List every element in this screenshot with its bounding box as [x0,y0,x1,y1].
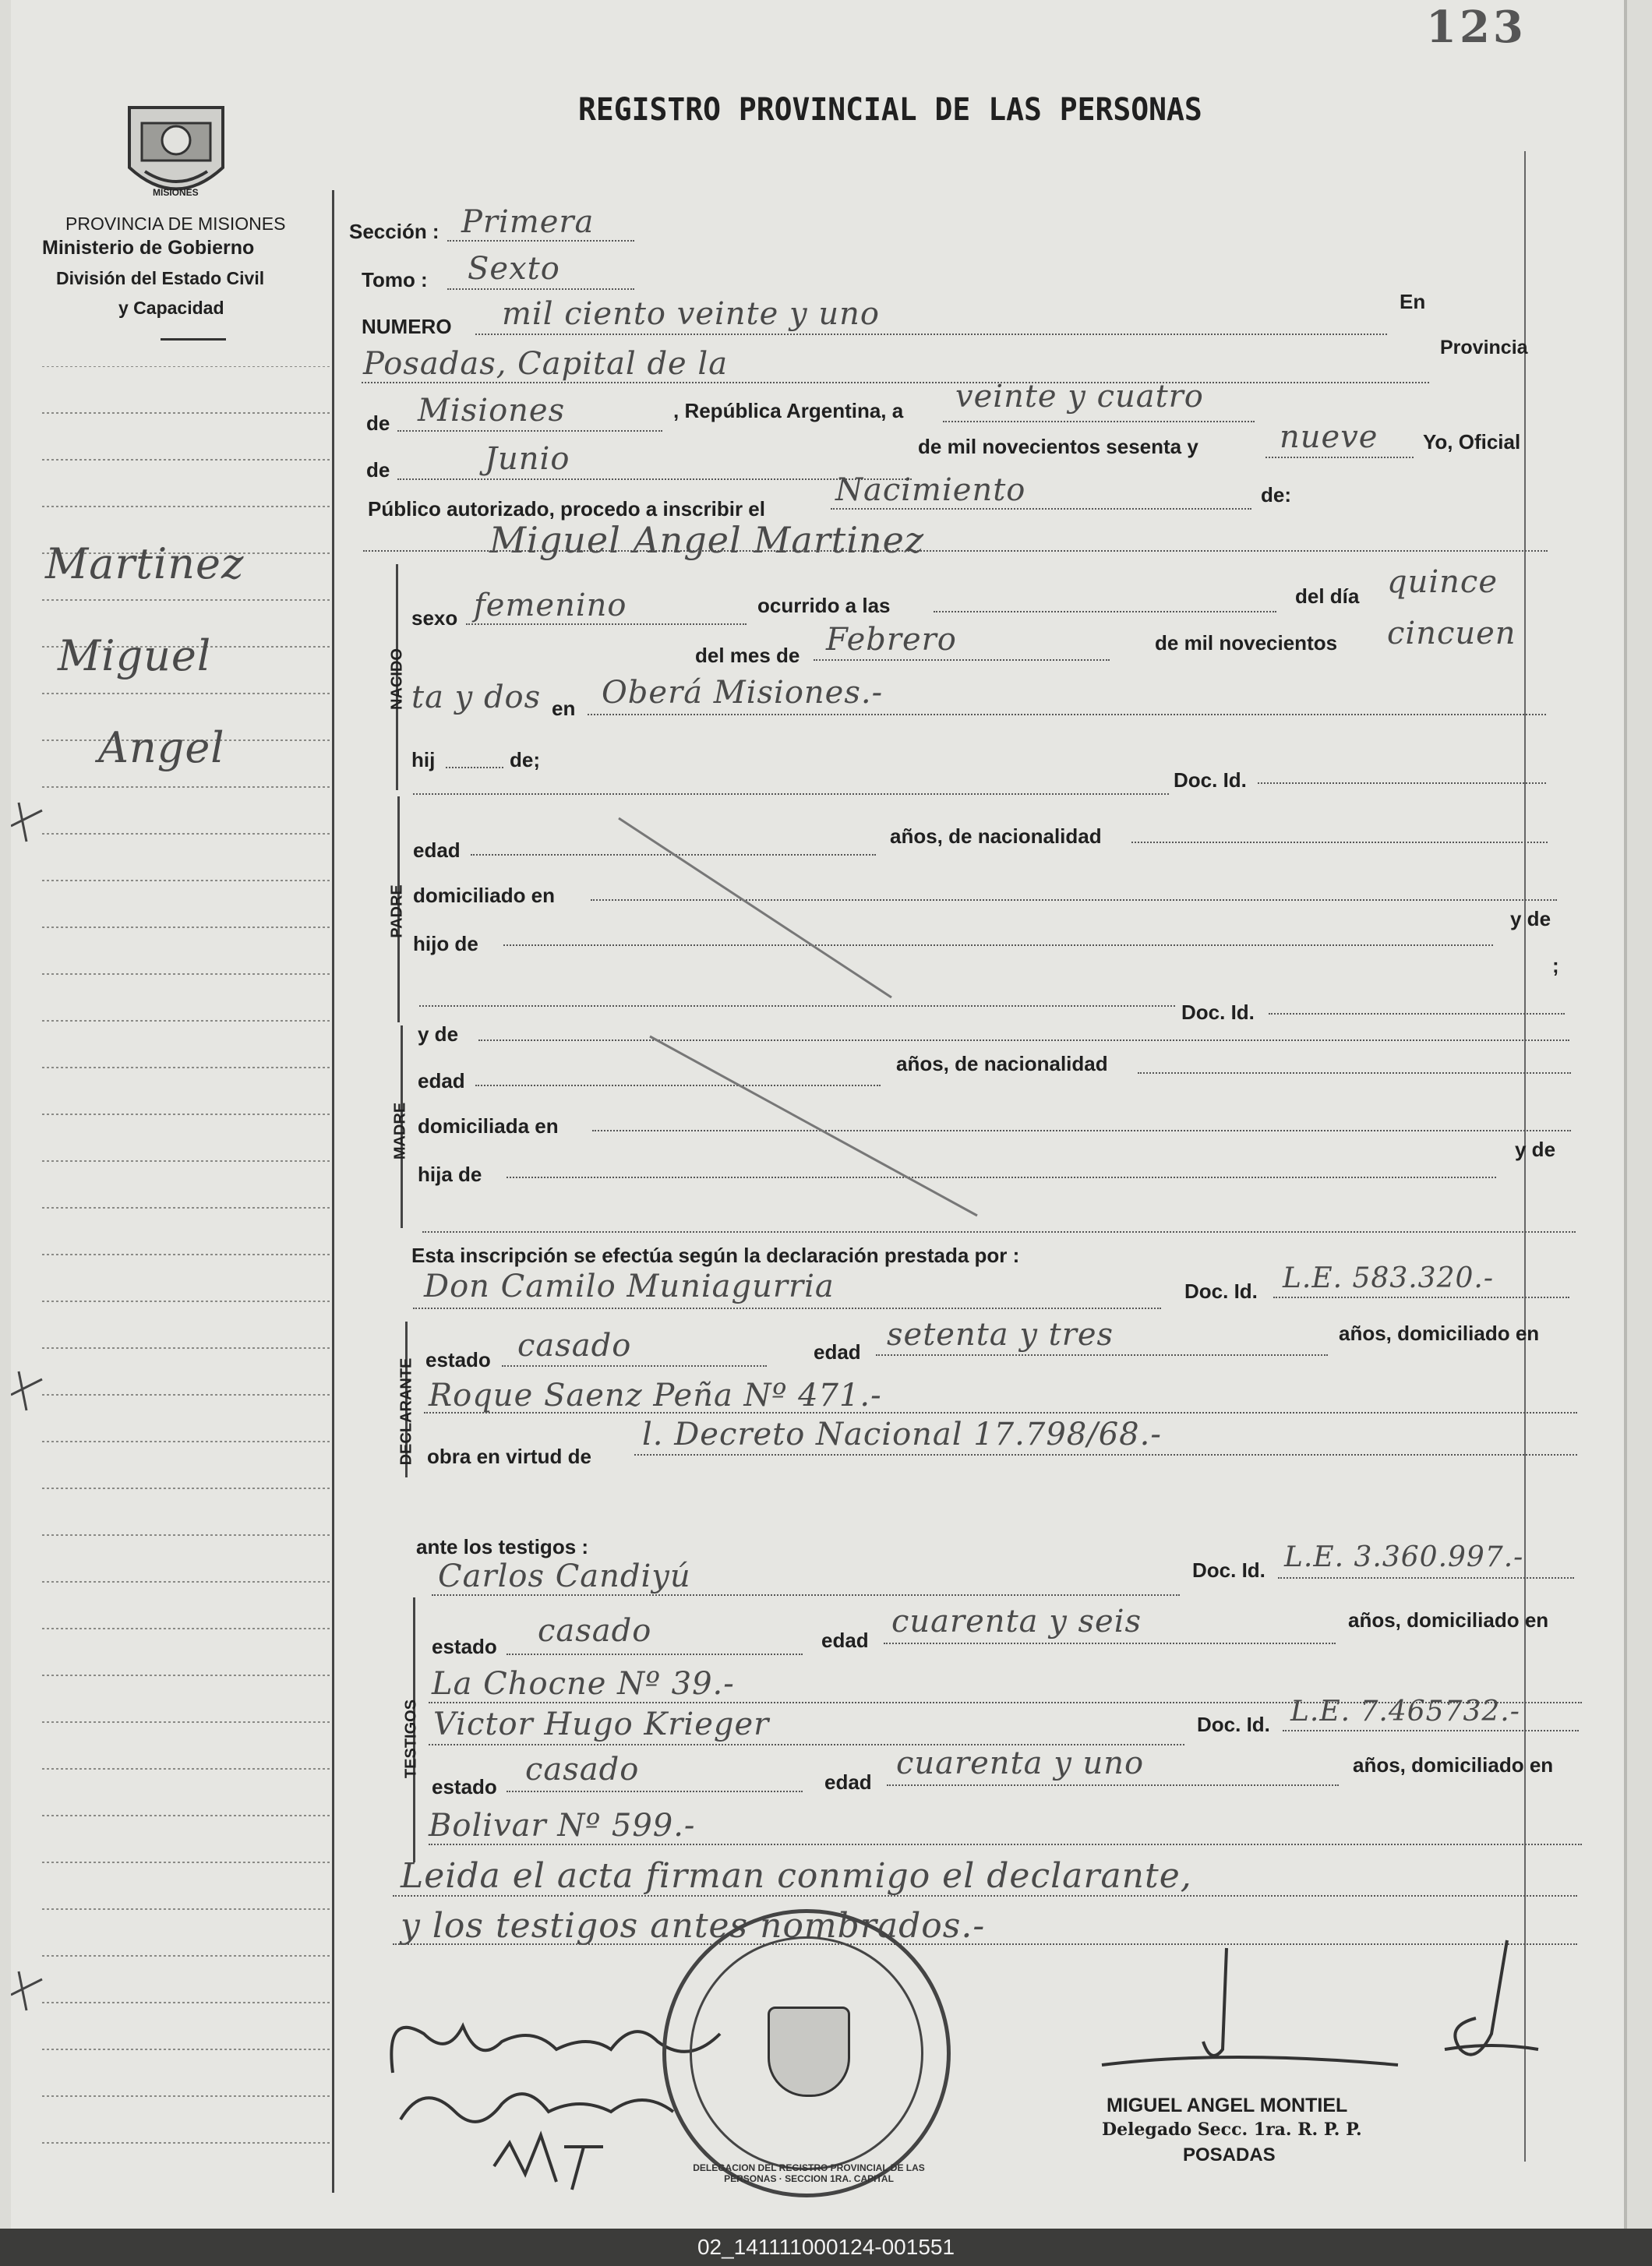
value-dia-nac: quince [1387,564,1498,600]
line-testigo2-edad [887,1784,1339,1786]
value-declarante: Don Camilo Muniagurria [424,1269,835,1304]
line-declarante-doc [1273,1297,1569,1298]
value-dia: veinte y cuatro [955,379,1204,415]
label-en-nac: en [552,697,576,720]
line-testigo1-estado [507,1654,803,1655]
section-testigos-label: TESTIGOS [402,1699,420,1779]
line-closing-1 [393,1895,1577,1897]
value-declarante-dom: Roque Saenz Peña Nº 471.- [429,1378,882,1414]
line-declarante [413,1308,1161,1309]
closing-line-2: y los testigos antes nombrados.- [401,1906,986,1946]
label-del-mes: del mes de [695,644,800,667]
label-edad-padre: edad [413,838,461,862]
line-testigo1 [432,1594,1180,1596]
label-del-dia: del día [1295,584,1360,608]
value-tomo: Sexto [468,251,560,287]
label-hija-de: hija de [418,1163,482,1186]
official-stamp [662,1909,951,2197]
binding-holes [11,0,58,2229]
footer-filename: 02_141111000124-001551 [0,2229,1652,2266]
margin-first-name: Miguel [58,631,212,680]
label-seccion: Sección : [349,220,439,243]
section-nacido-label: NACIDO [388,648,406,710]
label-edad-testigo2: edad [824,1770,872,1794]
value-lugar: Posadas, Capital de la [363,346,729,382]
label-ocurrido: ocurrido a las [757,594,891,617]
value-mes-nac: Febrero [826,622,957,658]
label-hijo-de: hijo de [413,932,478,955]
label-doc-id-testigo1: Doc. Id. [1192,1558,1265,1582]
label-publico: Público autorizado, procedo a inscribir el [368,497,765,521]
value-declarante-doc: L.E. 583.320.- [1283,1262,1494,1294]
issuer-province: PROVINCIA DE MISIONES [65,214,286,234]
label-en: En [1400,290,1426,313]
seal-misiones-text: MISIONES [153,187,199,198]
value-testigo1-doc: L.E. 3.360.997.- [1284,1541,1524,1573]
line-testigo2-doc [1283,1730,1579,1731]
value-testigo2-edad: cuarenta y uno [896,1745,1145,1781]
value-provincia: Misiones [418,393,566,429]
value-declarante-edad: setenta y tres [887,1317,1114,1353]
label-anios-dom-testigo1: años, domiciliado en [1348,1608,1549,1632]
line-declarante-edad [876,1354,1328,1356]
value-seccion: Primera [461,204,595,240]
label-doc-id-testigo2: Doc. Id. [1197,1713,1270,1736]
label-numero: NUMERO [362,315,452,338]
label-provincia: Provincia [1440,337,1528,358]
label-semicolon-padre: ; [1552,954,1559,977]
value-testigo2-dom: Bolivar Nº 599.- [429,1808,696,1844]
line-testigo1-doc [1278,1577,1574,1579]
label-tomo: Tomo : [362,268,428,291]
line-declarante-estado [502,1365,767,1367]
label-yo-oficial: Yo, Oficial [1423,430,1521,454]
value-testigo2-estado: casado [525,1752,640,1788]
label-doc-id-declarante: Doc. Id. [1184,1279,1258,1303]
stamp-text: DELEGACION DEL REGISTRO PROVINCIAL DE LAS PERSONAS · SECCION 1RA. CAPITAL [693,2162,925,2184]
value-sexo: femenino [474,588,627,623]
section-padre-label: PADRE [388,884,406,938]
registry-sheet [11,0,1627,2229]
line-testigo2-dom [429,1844,1582,1845]
value-anio-nac-1: cincuen [1387,616,1516,651]
value-testigo2-doc: L.E. 7.465732.- [1290,1696,1520,1728]
label-dom-madre: domiciliada en [418,1114,559,1138]
label-de-provincia: de [366,411,390,435]
value-mes: Junio [485,441,570,477]
line-declarante-dom [424,1412,1577,1414]
label-doc-id-padre: Doc. Id. [1181,1001,1255,1024]
label-republica: , República Argentina, a [673,399,904,422]
label-de-mil-nov: de mil novecientos [1155,631,1338,655]
label-edad-declarante: edad [814,1340,861,1364]
label-edad-testigo1: edad [821,1629,869,1652]
label-esta-inscripcion: Esta inscripción se efectúa según la declaración prestada por : [411,1244,1020,1267]
value-obra-virtud: l. Decreto Nacional 17.798/68.- [642,1417,1162,1452]
value-testigo2: Victor Hugo Krieger [433,1707,770,1742]
label-obra-virtud: obra en virtud de [427,1445,591,1468]
line-obra-virtud [634,1454,1577,1456]
value-testigo1-dom: La Chocne Nº 39.- [432,1666,735,1702]
label-estado-testigo2: estado [432,1775,497,1798]
value-testigo1-edad: cuarenta y seis [891,1604,1142,1639]
label-y-de-madre-2: y de [1515,1138,1556,1161]
label-de-mes: de [366,458,390,482]
label-y-de-madre: y de [418,1022,459,1046]
value-anio: nueve [1280,419,1378,455]
issuer-ministry: Ministerio de Gobierno [42,237,255,259]
value-numero: mil ciento veinte y uno [502,296,880,332]
line-testigo1-edad [884,1643,1336,1644]
signatory-role: Delegado Secc. 1ra. R. P. P. [1102,2120,1362,2140]
signatory-name: MIGUEL ANGEL MONTIEL [1107,2095,1348,2116]
value-declarante-estado: casado [517,1328,632,1364]
label-doc-id-nacido: Doc. Id. [1174,768,1247,792]
margin-surname: Martinez [45,539,245,588]
value-nombre: Miguel Angel Martinez [489,519,925,561]
value-acto: Nacimiento [835,472,1026,508]
issuer-capacity: y Capacidad [118,298,224,318]
label-de-semicolon: de; [510,748,540,771]
label-ante-testigos: ante los testigos : [416,1535,589,1558]
label-sexo: sexo [411,606,458,630]
section-madre-label: MADRE [391,1102,409,1160]
label-de-colon: de: [1261,483,1291,506]
document-title: REGISTRO PROVINCIAL DE LAS PERSONAS [578,92,1202,128]
label-de-mil: de mil novecientos sesenta y [918,435,1198,458]
label-y-de-padre: y de [1510,907,1551,930]
label-edad-madre: edad [418,1069,465,1092]
value-lugar-nac: Oberá Misiones.- [602,675,884,711]
section-declarante-label: DECLARANTE [397,1357,415,1466]
label-nac-padre: años, de nacionalidad [890,824,1102,848]
closing-line-1: Leida el acta firman conmigo el declarante, [401,1856,1192,1896]
label-estado-declarante: estado [425,1348,491,1371]
line-testigo2-estado [507,1791,803,1792]
value-testigo1-estado: casado [538,1613,652,1649]
page-number: 123 [1426,2,1527,53]
label-hij: hij [411,748,436,771]
label-anios-dom-testigo2: años, domiciliado en [1353,1753,1554,1777]
label-anios-dom-declarante: años, domiciliado en [1339,1322,1540,1345]
issuer-division: División del Estado Civil [56,268,265,288]
label-estado-testigo1: estado [432,1635,497,1658]
value-anio-nac-2: ta y dos [411,679,542,715]
value-testigo1: Carlos Candiyú [438,1558,691,1594]
label-nac-madre: años, de nacionalidad [896,1052,1108,1075]
label-dom-padre: domiciliado en [413,884,556,907]
margin-second-name: Angel [98,723,225,772]
signatory-city: POSADAS [1183,2144,1276,2165]
officer-signature [1071,1932,1554,2088]
